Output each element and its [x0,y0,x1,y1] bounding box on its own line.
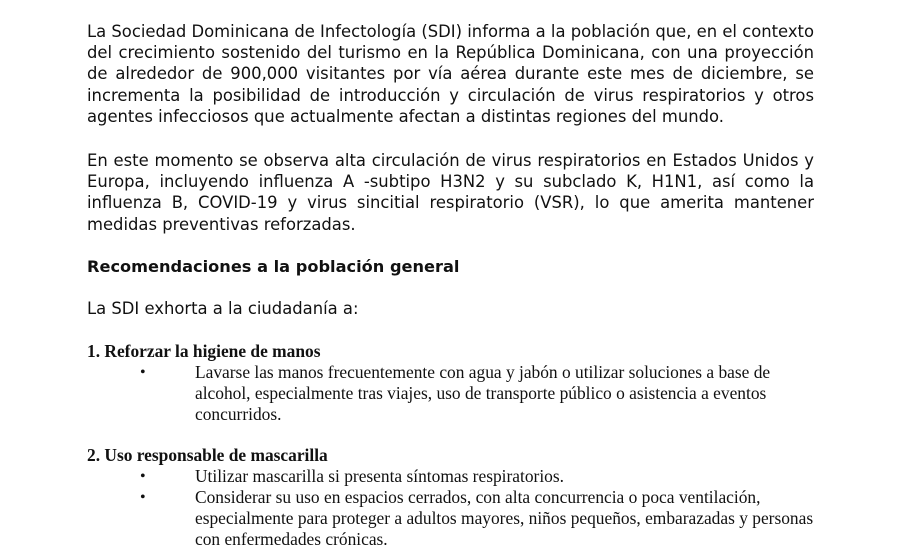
list-item-text: Considerar su uso en espacios cerrados, con alta concurrencia o poca ventilación, especialmente para proteger a adultos mayores, niños pequeños, embarazadas y personas con enfermedades crónicas. [195,487,814,549]
list-item-text: Utilizar mascarilla si presenta síntomas respiratorios. [195,466,564,486]
intro-paragraph: La Sociedad Dominicana de Infectología (SDI) informa a la población que, en el contexto del crecimiento sostenido del turismo en la República Dominicana, con una proyección de alrededor de 900,000 visitantes por vía aérea durante este mes de diciembre, se incrementa la posibilidad de introducción y circulación de virus respiratorios y otros agentes infecciosos que actualmente afectan a distintas regiones del mundo. [87,22,814,126]
mask-use-list [0,466,900,550]
list-item-text: Lavarse las manos frecuentemente con agua y jabón o utilizar soluciones a base de alcohol, especialmente tras viajes, uso de transporte público o asistencia a eventos concurridos. [195,362,771,424]
bullet-icon: • [140,468,146,485]
bullet-icon: • [140,489,146,506]
circulation-paragraph: En este momento se observa alta circulación de virus respiratorios en Estados Unidos y Europa, incluyendo influenza A -subtipo H3N2 y su subclado K, H1N1, así como la influenza B, COVID-19 y virus sincitial respiratorio (VSR), lo que amerita mantener medidas preventivas reforzadas. [87,151,814,234]
hand-hygiene-list [0,362,900,425]
list-item [0,466,827,487]
exhortation-intro: La SDI exhorta a la ciudadanía a: [87,299,359,318]
list-item [0,362,785,425]
section-title-mask-use: 2. Uso responsable de mascarilla [87,445,328,465]
list-item [0,487,827,550]
recommendations-heading: Recomendaciones a la población general [87,257,460,276]
bullet-icon: • [140,364,146,381]
section-title-hand-hygiene: 1. Reforzar la higiene de manos [87,341,321,361]
